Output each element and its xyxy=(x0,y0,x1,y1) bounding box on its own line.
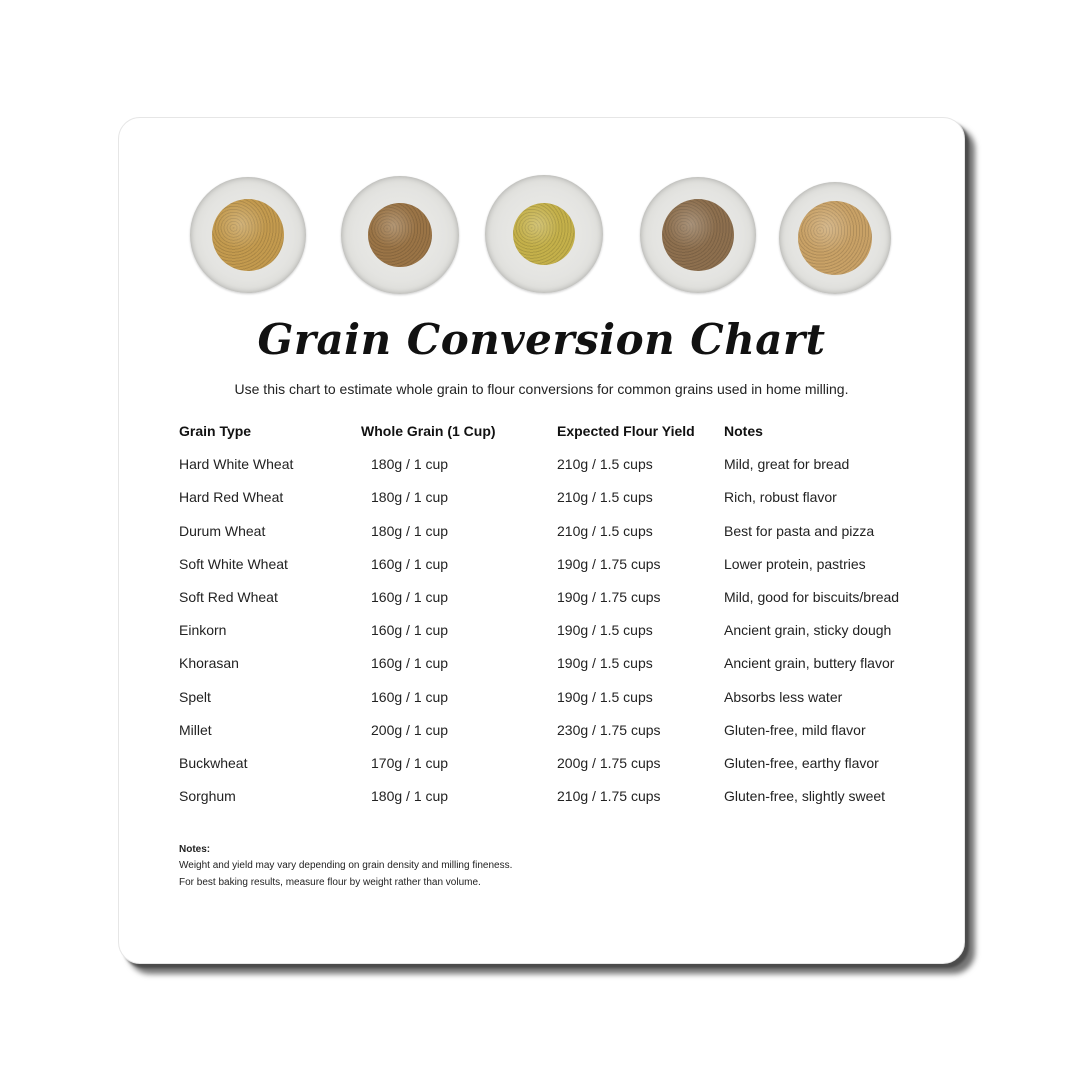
bowl-millet xyxy=(485,175,603,293)
header-notes: Notes xyxy=(724,423,763,439)
cell-notes: Gluten-free, slightly sweet xyxy=(724,788,886,805)
cell-grain-type: Hard White Wheat xyxy=(179,456,294,473)
cell-flour-yield: 190g / 1.5 cups xyxy=(557,622,653,639)
bowl-dark-grain xyxy=(640,177,756,293)
cell-whole-grain: 200g / 1 cup xyxy=(371,721,449,738)
cell-whole-grain: 160g / 1 cup xyxy=(371,588,449,605)
cell-whole-grain: 180g / 1 cup xyxy=(371,788,449,805)
table-row xyxy=(179,589,939,622)
cell-notes: Mild, good for biscuits/bread xyxy=(724,588,900,605)
table-row xyxy=(179,489,939,522)
cell-notes: Gluten-free, earthy flavor xyxy=(724,754,879,771)
table-row xyxy=(179,755,939,788)
cell-grain-type: Durum Wheat xyxy=(179,522,266,539)
cell-flour-yield: 190g / 1.75 cups xyxy=(557,555,661,572)
table-row xyxy=(179,622,939,655)
cell-notes: Lower protein, pastries xyxy=(724,555,866,572)
table-row xyxy=(179,523,939,556)
cell-notes: Rich, robust flavor xyxy=(724,489,837,506)
table-row xyxy=(179,456,939,489)
header-flour-yield: Expected Flour Yield xyxy=(557,423,695,439)
cell-grain-type: Einkorn xyxy=(179,622,227,639)
chart-card xyxy=(118,117,965,964)
cell-whole-grain: 180g / 1 cup xyxy=(371,489,449,506)
page-subtitle: Use this chart to estimate whole grain to flour conversions for common grains used in home milling. xyxy=(234,381,849,397)
cell-notes: Best for pasta and pizza xyxy=(724,522,875,539)
cell-whole-grain: 160g / 1 cup xyxy=(371,622,449,639)
cell-grain-type: Sorghum xyxy=(179,788,236,805)
conversion-table xyxy=(179,423,939,821)
cell-flour-yield: 210g / 1.75 cups xyxy=(557,788,661,805)
grain-pile xyxy=(662,199,734,271)
cell-grain-type: Soft White Wheat xyxy=(179,555,288,572)
cell-grain-type: Soft Red Wheat xyxy=(179,588,278,605)
cell-flour-yield: 210g / 1.5 cups xyxy=(557,456,653,473)
cell-grain-type: Buckwheat xyxy=(179,754,248,771)
grain-pile xyxy=(368,203,432,267)
footnote-line: For best baking results, measure flour by weight rather than volume. xyxy=(179,877,481,888)
cell-flour-yield: 190g / 1.5 cups xyxy=(557,655,653,672)
grain-pile xyxy=(798,201,872,275)
table-header-row xyxy=(179,423,939,456)
bowl-brown-wheat xyxy=(341,176,459,294)
table-row xyxy=(179,556,939,589)
cell-flour-yield: 200g / 1.75 cups xyxy=(557,754,661,771)
cell-flour-yield: 230g / 1.75 cups xyxy=(557,721,661,738)
footnotes-heading: Notes: xyxy=(179,844,211,855)
cell-whole-grain: 180g / 1 cup xyxy=(371,456,449,473)
bowl-light-wheat xyxy=(190,177,306,293)
cell-flour-yield: 190g / 1.5 cups xyxy=(557,688,653,705)
cell-flour-yield: 210g / 1.5 cups xyxy=(557,489,653,506)
cell-flour-yield: 210g / 1.5 cups xyxy=(557,522,653,539)
page-title: Grain Conversion Chart xyxy=(257,315,826,364)
cell-flour-yield: 190g / 1.75 cups xyxy=(557,588,661,605)
header-whole-grain: Whole Grain (1 Cup) xyxy=(361,423,496,439)
header-grain-type: Grain Type xyxy=(179,423,252,439)
table-row xyxy=(179,689,939,722)
table-row xyxy=(179,788,939,821)
cell-notes: Mild, great for bread xyxy=(724,456,850,473)
cell-grain-type: Khorasan xyxy=(179,655,239,672)
cell-notes: Gluten-free, mild flavor xyxy=(724,721,866,738)
cell-grain-type: Millet xyxy=(179,721,212,738)
cell-notes: Ancient grain, sticky dough xyxy=(724,622,892,639)
table-body xyxy=(179,456,939,821)
cell-whole-grain: 170g / 1 cup xyxy=(371,754,449,771)
cell-notes: Absorbs less water xyxy=(724,688,843,705)
table-row xyxy=(179,722,939,755)
cell-whole-grain: 160g / 1 cup xyxy=(371,655,449,672)
grain-pile xyxy=(513,203,575,265)
bowl-golden-grain xyxy=(779,182,891,294)
cell-whole-grain: 180g / 1 cup xyxy=(371,522,449,539)
cell-grain-type: Spelt xyxy=(179,688,211,705)
table-row xyxy=(179,655,939,688)
cell-whole-grain: 160g / 1 cup xyxy=(371,555,449,572)
footnotes xyxy=(179,844,512,894)
cell-whole-grain: 160g / 1 cup xyxy=(371,688,449,705)
cell-notes: Ancient grain, buttery flavor xyxy=(724,655,895,672)
grain-pile xyxy=(212,199,284,271)
cell-grain-type: Hard Red Wheat xyxy=(179,489,284,506)
footnote-line: Weight and yield may vary depending on grain density and milling fineness. xyxy=(179,860,513,871)
